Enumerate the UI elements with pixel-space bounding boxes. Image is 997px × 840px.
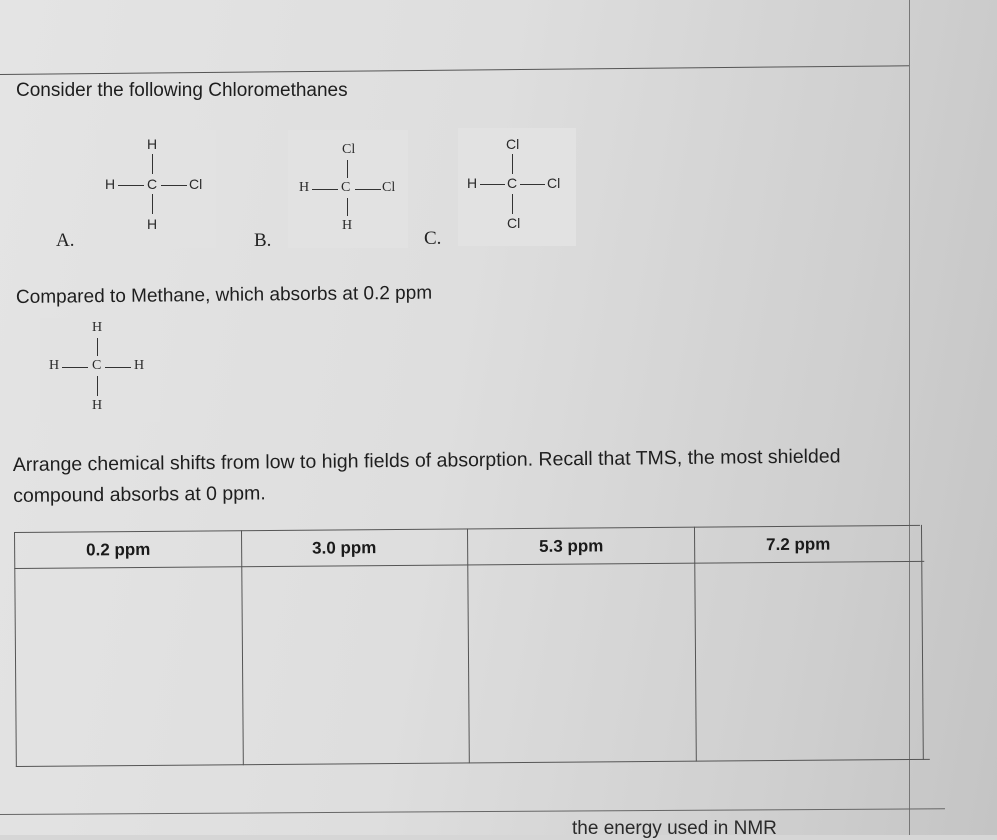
compound-a-bottom-atom: H xyxy=(147,216,158,232)
compound-a-center-atom: C xyxy=(147,176,158,192)
table-answer-cell-3[interactable] xyxy=(695,562,923,761)
compound-b-bottom-bond xyxy=(347,198,348,216)
methane-center-atom: C xyxy=(92,358,102,373)
compound-a-structure xyxy=(96,130,216,248)
compound-c-left-atom: H xyxy=(467,175,478,191)
instruction-text: Arrange chemical shifts from low to high fields of absorption. Recall that TMS, the most shielded compound absorbs at 0 ppm. xyxy=(12,445,841,507)
box-bottom-border xyxy=(0,808,945,815)
compound-c-structure xyxy=(458,128,576,246)
table-header-1: 3.0 ppm xyxy=(312,538,377,558)
compound-c-top-bond xyxy=(512,154,513,174)
compound-b-top-atom: Cl xyxy=(342,142,356,157)
intro-text: Consider the following Chloromethanes xyxy=(16,80,348,101)
next-question-fragment: the energy used in NMR xyxy=(572,818,777,839)
compound-b-right-atom: Cl xyxy=(382,180,396,195)
compound-a-left-atom: H xyxy=(105,176,116,192)
compound-c-bottom-atom: Cl xyxy=(507,215,521,231)
methane-left-atom: H xyxy=(49,358,60,373)
compound-b-center-atom: C xyxy=(341,180,351,195)
compound-b-bottom-atom: H xyxy=(342,218,353,233)
option-a-label: A. xyxy=(56,230,75,251)
compound-a-right-bond xyxy=(161,185,187,186)
compound-a-right-atom: Cl xyxy=(189,176,203,192)
compound-b-left-atom: H xyxy=(299,180,310,195)
box-top-border xyxy=(0,65,910,75)
compound-c-left-bond xyxy=(480,184,505,185)
option-c-label: C. xyxy=(424,228,442,249)
methane-structure xyxy=(40,318,160,422)
compound-b-structure xyxy=(288,130,408,248)
table-answer-cell-2[interactable] xyxy=(468,564,696,763)
methane-right-atom: H xyxy=(134,358,145,373)
compound-c-center-atom: C xyxy=(507,175,518,191)
compound-c-bottom-bond xyxy=(512,194,513,214)
table-header-3: 7.2 ppm xyxy=(766,534,831,555)
comparison-text: Compared to Methane, which absorbs at 0.2 ppm xyxy=(15,282,433,308)
compound-a-top-bond xyxy=(152,154,153,174)
methane-top-atom: H xyxy=(92,320,103,335)
table-header-0: 0.2 ppm xyxy=(86,539,151,560)
compound-b-left-bond xyxy=(312,189,338,190)
compound-a-bottom-bond xyxy=(152,194,153,214)
compound-c-right-bond xyxy=(520,184,545,185)
answer-table xyxy=(14,525,930,768)
table-header-2: 5.3 ppm xyxy=(539,536,604,556)
methane-bottom-bond xyxy=(97,376,98,396)
compound-a-left-bond xyxy=(118,185,144,186)
option-b-label: B. xyxy=(254,230,272,251)
table-answer-cell-1[interactable] xyxy=(242,565,469,764)
methane-left-bond xyxy=(62,367,88,368)
table-answer-cell-0[interactable] xyxy=(15,567,243,766)
methane-right-bond xyxy=(105,367,131,368)
compound-b-top-bond xyxy=(347,160,348,178)
methane-top-bond xyxy=(97,338,98,356)
methane-bottom-atom: H xyxy=(92,398,103,413)
compound-c-right-atom: Cl xyxy=(547,175,561,191)
compound-c-top-atom: Cl xyxy=(506,136,520,152)
compound-a-top-atom: H xyxy=(147,136,158,152)
compound-b-right-bond xyxy=(355,189,381,190)
